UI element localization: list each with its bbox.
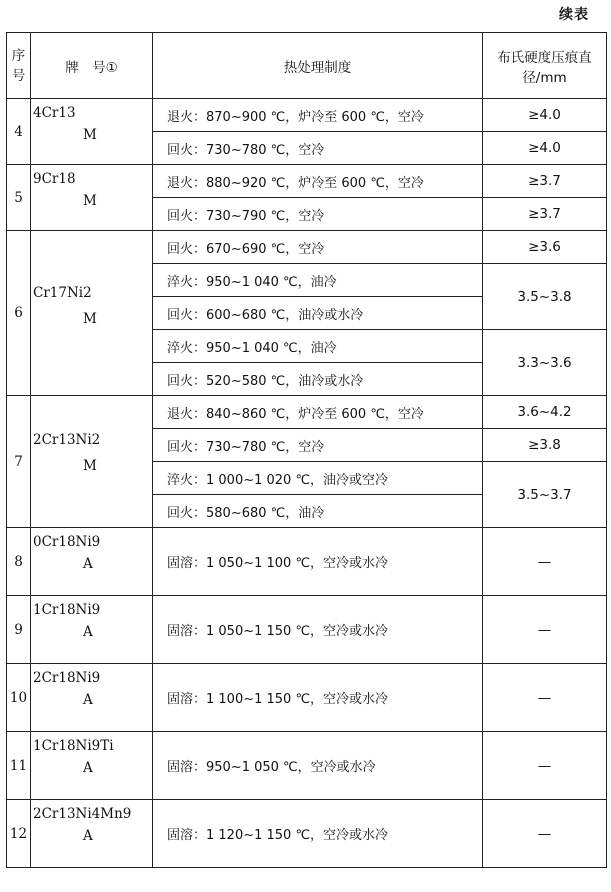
row-no: 9 (7, 596, 31, 664)
treatment-cell: 退火：870~900 ℃，炉冷至 600 ℃，空冷 (153, 99, 483, 132)
header-treatment: 热处理制度 (153, 33, 483, 99)
grade-cell (31, 165, 153, 231)
treatment-cell: 固溶：1 050~1 150 ℃，空冷或水冷 (153, 596, 483, 664)
treatment-cell: 回火：600~680 ℃，油冷或水冷 (153, 297, 483, 330)
grade-suffix: M (83, 193, 97, 209)
grade-name: 1Cr18Ni9 (33, 602, 101, 618)
table-row (7, 231, 607, 264)
row-no: 11 (7, 732, 31, 800)
grade-cell (31, 800, 153, 868)
treatment-cell: 淬火：950~1 040 ℃，油冷 (153, 330, 483, 363)
treatment-cell: 固溶：1 120~1 150 ℃，空冷或水冷 (153, 800, 483, 868)
grade-suffix: M (83, 127, 97, 143)
hardness-cell: 3.5~3.7 (483, 462, 607, 528)
grade-name: 0Cr18Ni9 (33, 534, 101, 550)
treatment-cell: 固溶：1 050~1 100 ℃，空冷或水冷 (153, 528, 483, 596)
hardness-cell: — (483, 800, 607, 868)
grade-cell (31, 732, 153, 800)
treatment-cell: 回火：580~680 ℃，油冷 (153, 495, 483, 528)
row-no: 12 (7, 800, 31, 868)
row-no: 4 (7, 99, 31, 165)
grade-cell (31, 99, 153, 165)
grade-name: 4Cr13 (33, 105, 76, 121)
table-row (7, 596, 607, 664)
treatment-cell: 回火：730~790 ℃，空冷 (153, 198, 483, 231)
grade-name: Cr17Ni2 (33, 285, 92, 301)
table-row (7, 800, 607, 868)
treatment-cell: 固溶：950~1 050 ℃，空冷或水冷 (153, 732, 483, 800)
grade-cell (31, 528, 153, 596)
grade-suffix: A (83, 828, 93, 844)
hardness-cell: — (483, 664, 607, 732)
grade-name: 2Cr18Ni9 (33, 670, 101, 686)
hardness-cell: — (483, 596, 607, 664)
header-hardness: 布氏硬度压痕直径/mm (483, 33, 607, 99)
treatment-cell: 固溶：1 100~1 150 ℃，空冷或水冷 (153, 664, 483, 732)
grade-name: 9Cr18 (33, 171, 76, 187)
grade-cell (31, 231, 153, 396)
treatment-cell: 退火：880~920 ℃，炉冷至 600 ℃，空冷 (153, 165, 483, 198)
grade-name: 1Cr18Ni9Ti (33, 738, 114, 754)
hardness-cell: 3.3~3.6 (483, 330, 607, 396)
header-row (7, 33, 607, 99)
treatment-cell: 退火：840~860 ℃，炉冷至 600 ℃，空冷 (153, 396, 483, 429)
hardness-cell: — (483, 732, 607, 800)
grade-suffix: A (83, 556, 93, 572)
grade-name: 2Cr13Ni4Mn9 (33, 806, 132, 822)
grade-suffix: M (83, 458, 97, 474)
grade-suffix: A (83, 624, 93, 640)
treatment-cell: 回火：730~780 ℃，空冷 (153, 132, 483, 165)
grade-cell (31, 396, 153, 528)
heat-treatment-table (6, 32, 607, 868)
header-grade: 牌 号① (31, 33, 153, 99)
hardness-cell: 3.6~4.2 (483, 396, 607, 429)
row-no: 5 (7, 165, 31, 231)
continued-label: 续表 (559, 7, 589, 23)
grade-cell (31, 596, 153, 664)
table-row (7, 528, 607, 596)
hardness-cell: ≥3.8 (483, 429, 607, 462)
hardness-cell: ≥3.7 (483, 165, 607, 198)
table-row (7, 165, 607, 198)
table-row (7, 396, 607, 429)
table-row (7, 99, 607, 132)
treatment-cell: 回火：520~580 ℃，油冷或水冷 (153, 363, 483, 396)
table-row (7, 664, 607, 732)
hardness-cell: ≥3.7 (483, 198, 607, 231)
treatment-cell: 淬火：950~1 040 ℃，油冷 (153, 264, 483, 297)
hardness-cell: — (483, 528, 607, 596)
row-no: 10 (7, 664, 31, 732)
hardness-cell: 3.5~3.8 (483, 264, 607, 330)
grade-name: 2Cr13Ni2 (33, 432, 101, 448)
grade-suffix: A (83, 692, 93, 708)
row-no: 6 (7, 231, 31, 396)
treatment-cell: 回火：730~780 ℃，空冷 (153, 429, 483, 462)
hardness-cell: ≥3.6 (483, 231, 607, 264)
hardness-cell: ≥4.0 (483, 99, 607, 132)
grade-cell (31, 664, 153, 732)
grade-suffix: A (83, 760, 93, 776)
grade-suffix: M (83, 311, 97, 327)
header-no: 序号 (7, 33, 31, 99)
treatment-cell: 回火：670~690 ℃，空冷 (153, 231, 483, 264)
table-row (7, 732, 607, 800)
row-no: 7 (7, 396, 31, 528)
treatment-cell: 淬火：1 000~1 020 ℃，油冷或空冷 (153, 462, 483, 495)
row-no: 8 (7, 528, 31, 596)
hardness-cell: ≥4.0 (483, 132, 607, 165)
